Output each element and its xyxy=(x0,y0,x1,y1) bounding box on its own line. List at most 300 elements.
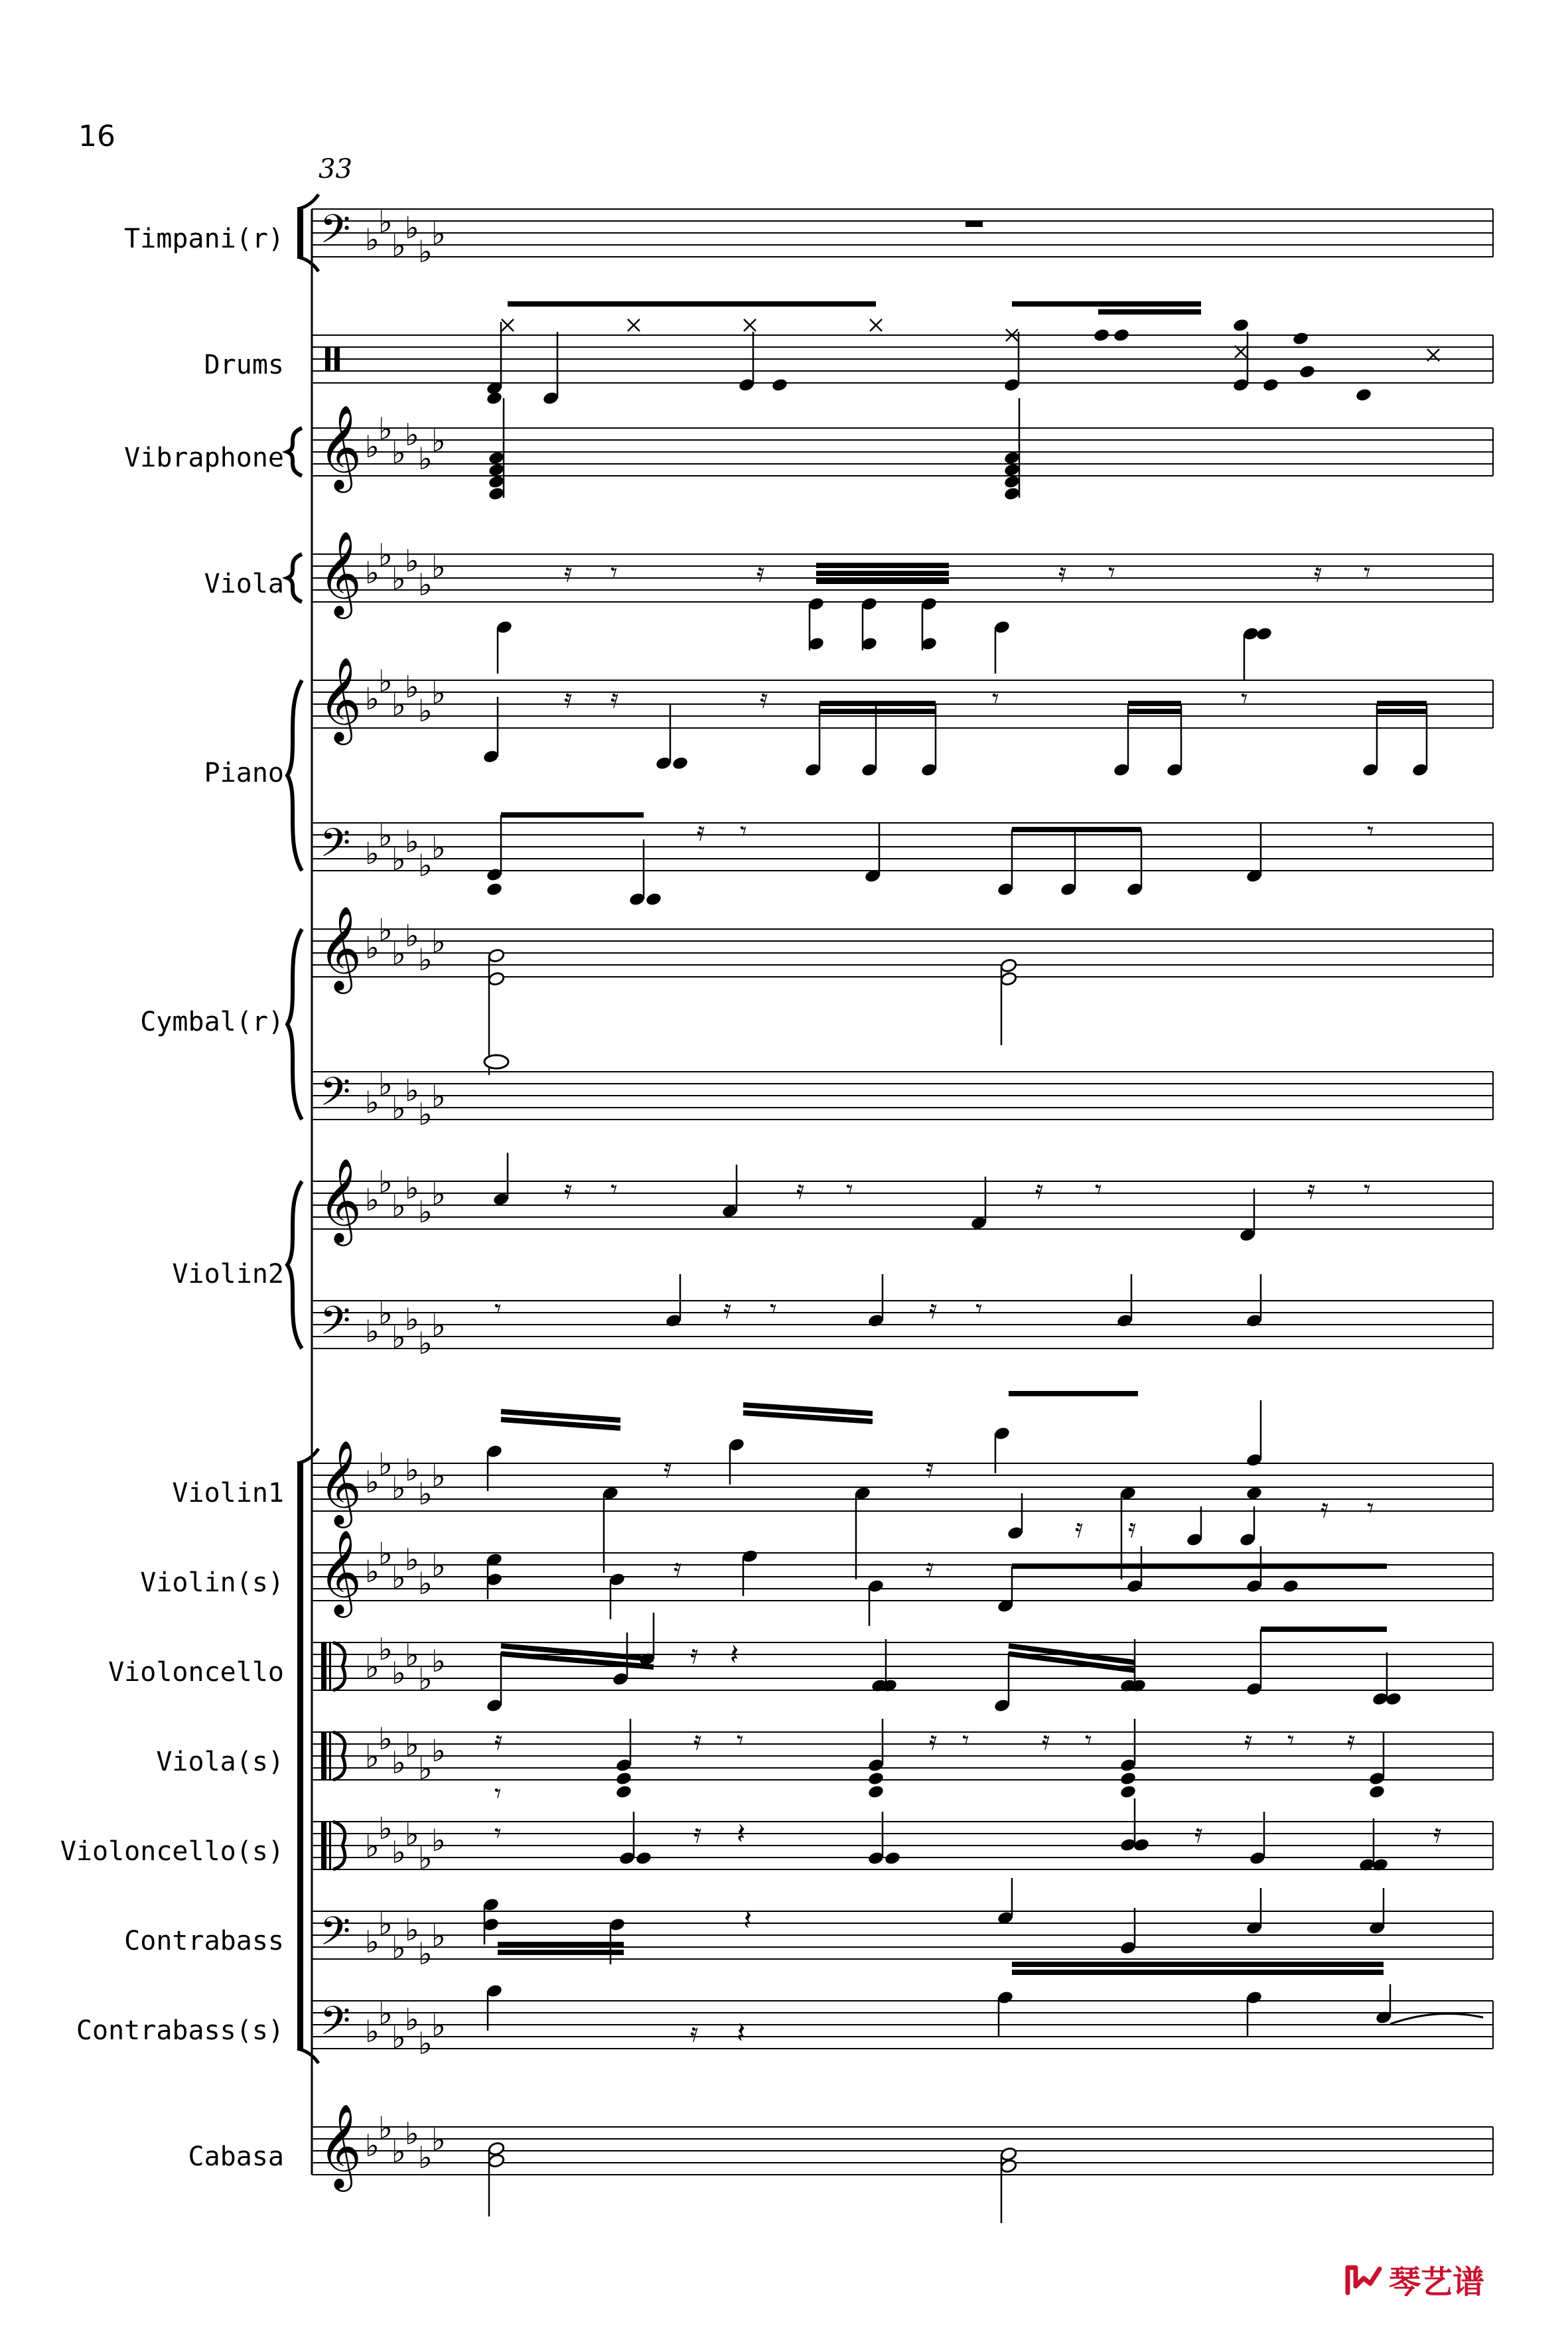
flat-icon: ♭ xyxy=(365,1182,380,1218)
instrument-label-violoncello: Violoncello xyxy=(108,1657,284,1688)
contrabass-staff-1 xyxy=(312,1911,1493,1959)
brace xyxy=(287,428,302,476)
eighth-rest-icon: 𝄾 xyxy=(1364,1175,1371,1205)
sixteenth-rest-icon: 𝄿 xyxy=(1433,1818,1442,1849)
flat-icon: ♭ xyxy=(418,1096,433,1132)
sixteenth-rest-icon: 𝄿 xyxy=(564,1175,573,1205)
quarter-rest-icon: 𝄽 xyxy=(737,1817,746,1851)
note xyxy=(1113,703,1130,777)
note xyxy=(628,839,646,907)
flat-icon: ♭ xyxy=(392,2019,406,2055)
note xyxy=(486,1444,503,1491)
note xyxy=(645,892,662,907)
note xyxy=(771,378,788,393)
eighth-rest-icon: 𝄾 xyxy=(494,1818,502,1849)
note xyxy=(1292,331,1309,346)
flat-icon: ♭ xyxy=(405,824,419,859)
flat-icon: ♭ xyxy=(405,2116,419,2151)
treble-clef-icon: 𝄞 xyxy=(319,1439,362,1524)
flat-icon: ♭ xyxy=(365,1464,380,1500)
flat-icon: ♭ xyxy=(405,1637,419,1673)
note xyxy=(1000,2147,1017,2162)
eighth-rest-icon: 𝄾 xyxy=(494,1294,502,1325)
eighth-rest-icon: 𝄾 xyxy=(962,1725,969,1756)
note xyxy=(486,882,503,897)
flat-icon: ♭ xyxy=(378,1810,393,1846)
flat-icon: ♭ xyxy=(392,228,406,263)
note xyxy=(1246,1486,1263,1501)
key-signature xyxy=(365,537,446,603)
sixteenth-rest-icon: 𝄿 xyxy=(1058,557,1067,588)
flat-icon: ♭ xyxy=(378,818,393,853)
note xyxy=(1119,1908,1137,1955)
flat-icon: ♭ xyxy=(378,1631,393,1667)
flat-icon: ♭ xyxy=(365,429,380,465)
treble-clef-icon: 𝄞 xyxy=(319,656,362,741)
flat-icon: ♭ xyxy=(418,847,433,883)
flat-icon: ♭ xyxy=(418,567,433,603)
key-signature xyxy=(365,411,446,476)
flat-icon: ♭ xyxy=(431,1078,446,1114)
instrument-label-cabasa: Cabasa xyxy=(188,2142,284,2172)
flat-icon: ♭ xyxy=(418,2025,433,2061)
flat-icon: ♭ xyxy=(418,1751,433,1786)
flat-icon: ♭ xyxy=(392,687,406,723)
sixteenth-rest-icon: 𝄿 xyxy=(796,1175,805,1205)
note xyxy=(1255,626,1273,642)
flat-icon: ♭ xyxy=(365,1084,380,1120)
contrabasss-staff-1 xyxy=(312,2001,1493,2049)
quarter-rest-icon: 𝄽 xyxy=(743,1903,752,1937)
note xyxy=(997,1878,1014,1925)
flat-icon: ♭ xyxy=(365,1828,380,1864)
note xyxy=(1232,332,1249,392)
eighth-rest-icon: 𝄾 xyxy=(1364,557,1371,588)
cross-notehead xyxy=(628,319,640,331)
flat-icon: ♭ xyxy=(431,1643,446,1679)
key-signature xyxy=(365,1996,446,2061)
key-signature xyxy=(365,663,446,729)
flat-icon: ♭ xyxy=(392,1834,406,1870)
eighth-rest-icon: 𝄾 xyxy=(770,1294,777,1325)
note xyxy=(867,1719,885,1773)
sixteenth-rest-icon: 𝄿 xyxy=(723,1294,732,1325)
sixteenth-rest-icon: 𝄿 xyxy=(690,2017,699,2048)
flat-icon: ♭ xyxy=(431,1918,446,1954)
flat-icon: ♭ xyxy=(378,663,393,699)
instrument-label-drums: Drums xyxy=(204,350,284,380)
brace xyxy=(287,680,302,871)
flat-icon: ♭ xyxy=(365,1554,380,1589)
note xyxy=(615,1719,632,1773)
note xyxy=(997,1566,1014,1613)
timpani-staff-1 xyxy=(312,209,1493,257)
note xyxy=(997,830,1014,897)
cross-notehead xyxy=(502,319,514,331)
violin2-staff-2 xyxy=(312,1301,1493,1348)
key-signature xyxy=(365,912,446,978)
note xyxy=(488,2153,505,2169)
note xyxy=(496,620,513,674)
flat-icon: ♭ xyxy=(405,1170,419,1206)
instrument-label-violas: Viola(s) xyxy=(156,1747,284,1777)
page-number: 16 xyxy=(78,119,115,153)
flat-icon: ♭ xyxy=(405,2001,419,2037)
flat-icon: ♭ xyxy=(431,830,446,865)
note xyxy=(1299,364,1316,380)
instrument-label-piano: Piano xyxy=(204,758,284,788)
flat-icon: ♭ xyxy=(378,1446,393,1482)
flat-icon: ♭ xyxy=(392,1560,406,1595)
flat-icon: ♭ xyxy=(431,1733,446,1769)
sixteenth-rest-icon: 𝄿 xyxy=(1042,1725,1050,1756)
note xyxy=(1239,1189,1256,1242)
note xyxy=(1119,1784,1137,1800)
sixteenth-rest-icon: 𝄿 xyxy=(697,816,705,847)
key-signature xyxy=(365,1631,446,1697)
violin2-staff-1 xyxy=(312,1181,1493,1229)
note xyxy=(1372,1652,1389,1706)
flat-icon: ♭ xyxy=(431,2122,446,2157)
quarter-rest-icon: 𝄽 xyxy=(737,2016,746,2050)
note xyxy=(1368,1732,1386,1786)
flat-icon: ♭ xyxy=(365,555,380,591)
flat-icon: ♭ xyxy=(431,924,446,960)
sixteenth-rest-icon: 𝄿 xyxy=(760,684,768,714)
treble-clef-icon: 𝄞 xyxy=(319,1529,362,1614)
flat-icon: ♭ xyxy=(378,1721,393,1757)
note xyxy=(993,1426,1011,1473)
note xyxy=(486,391,503,406)
note xyxy=(970,1177,987,1230)
key-signature xyxy=(365,1810,446,1876)
flat-icon: ♭ xyxy=(418,1840,433,1876)
note xyxy=(1411,703,1429,777)
flat-icon: ♭ xyxy=(378,1906,393,1942)
brand-icon xyxy=(1344,2260,1384,2299)
note xyxy=(1119,1771,1137,1786)
flat-icon: ♭ xyxy=(392,841,406,877)
sixteenth-rest-icon: 𝄿 xyxy=(929,1725,938,1756)
key-signature xyxy=(365,818,446,883)
instrument-label-viola: Viola xyxy=(204,569,284,599)
note xyxy=(1246,1629,1263,1696)
note xyxy=(488,463,505,478)
violoncello-staff-1 xyxy=(312,1642,1493,1690)
note xyxy=(608,1917,626,1964)
note xyxy=(1239,1506,1256,1547)
flat-icon: ♭ xyxy=(431,423,446,459)
note xyxy=(672,756,689,771)
flat-icon: ♭ xyxy=(365,1649,380,1685)
whole-note xyxy=(484,1055,508,1068)
note xyxy=(615,1771,632,1786)
flat-icon: ♭ xyxy=(392,435,406,471)
note xyxy=(1060,830,1077,897)
flat-icon: ♭ xyxy=(418,2140,433,2175)
note xyxy=(804,703,821,777)
note xyxy=(1368,1784,1386,1800)
brace xyxy=(287,1181,302,1348)
note xyxy=(738,332,755,392)
eighth-rest-icon: 𝄾 xyxy=(610,1175,618,1205)
sixteenth-rest-icon: 𝄿 xyxy=(1314,557,1322,588)
flat-icon: ♭ xyxy=(418,441,433,476)
note xyxy=(482,697,500,764)
flat-icon: ♭ xyxy=(392,1188,406,1224)
whole-rest-icon xyxy=(965,221,983,227)
flat-icon: ♭ xyxy=(405,1452,419,1488)
note xyxy=(721,1165,739,1218)
key-signature xyxy=(365,1295,446,1361)
flat-icon: ♭ xyxy=(378,1164,393,1200)
note xyxy=(867,1812,885,1865)
key-signature xyxy=(365,1164,446,1230)
flat-icon: ♭ xyxy=(365,836,380,871)
sixteenth-rest-icon: 𝄿 xyxy=(664,1453,672,1484)
cross-notehead xyxy=(870,319,882,331)
flat-icon: ♭ xyxy=(378,1295,393,1331)
sixteenth-rest-icon: 𝄿 xyxy=(1128,1513,1137,1544)
eighth-rest-icon: 𝄾 xyxy=(1367,1493,1374,1524)
note xyxy=(612,1633,629,1686)
sixteenth-rest-icon: 𝄿 xyxy=(693,1818,702,1849)
instrument-label-contrabass: Contrabass xyxy=(124,1926,284,1956)
violin1-staff-1 xyxy=(312,1463,1493,1511)
sixteenth-rest-icon: 𝄿 xyxy=(564,557,573,588)
sixteenth-rest-icon: 𝄿 xyxy=(690,1639,699,1670)
eighth-rest-icon: 𝄾 xyxy=(846,1175,853,1205)
flat-icon: ♭ xyxy=(418,1936,433,1972)
flat-icon: ♭ xyxy=(378,912,393,948)
flat-icon: ♭ xyxy=(365,1313,380,1349)
note xyxy=(488,972,505,987)
note xyxy=(486,1652,503,1713)
flat-icon: ♭ xyxy=(405,417,419,453)
note xyxy=(488,474,505,490)
bass-clef-icon: 𝄢 xyxy=(320,206,351,261)
flat-icon: ♭ xyxy=(365,222,380,257)
note xyxy=(1186,1506,1203,1547)
note xyxy=(1000,2159,1017,2174)
tie xyxy=(1390,2013,1483,2024)
key-signature xyxy=(365,204,446,269)
flat-icon: ♭ xyxy=(431,549,446,585)
flat-icon: ♭ xyxy=(392,1745,406,1781)
note xyxy=(864,823,881,883)
sixteenth-rest-icon: 𝄿 xyxy=(1347,1725,1356,1756)
flat-icon: ♭ xyxy=(418,1565,433,1601)
flat-icon: ♭ xyxy=(405,1072,419,1108)
note xyxy=(1126,830,1143,897)
note xyxy=(1003,451,1021,466)
eighth-rest-icon: 𝄾 xyxy=(1085,1725,1092,1756)
flat-icon: ♭ xyxy=(392,1655,406,1691)
note xyxy=(655,703,672,770)
sixteenth-rest-icon: 𝄿 xyxy=(1194,1818,1203,1849)
flat-icon: ♭ xyxy=(378,204,393,240)
instrument-label-violins: Violin(s) xyxy=(140,1567,284,1598)
note xyxy=(1119,1798,1137,1852)
treble-clef-icon: 𝄞 xyxy=(319,404,362,489)
note xyxy=(1375,1984,1392,2025)
key-signature xyxy=(365,1066,446,1132)
flat-icon: ♭ xyxy=(378,1066,393,1102)
instrument-label-vibraphone: Vibraphone xyxy=(124,443,284,473)
note xyxy=(920,703,938,777)
instrument-label-violin1: Violin1 xyxy=(172,1478,284,1508)
flat-icon: ♭ xyxy=(405,1912,419,1948)
brand-name: 琴艺谱 xyxy=(1389,2264,1485,2301)
key-signature xyxy=(365,2110,446,2175)
flat-icon: ♭ xyxy=(431,1307,446,1343)
note xyxy=(488,486,505,502)
brace xyxy=(287,929,302,1120)
note xyxy=(1246,1400,1263,1467)
note xyxy=(608,1572,626,1619)
flat-icon: ♭ xyxy=(392,936,406,972)
eighth-rest-icon: 𝄾 xyxy=(737,1725,744,1756)
flat-icon: ♭ xyxy=(431,1822,446,1858)
eighth-rest-icon: 𝄾 xyxy=(992,684,999,714)
note xyxy=(1093,328,1110,343)
note xyxy=(542,332,559,405)
note xyxy=(1119,1719,1137,1773)
vibraphone-staff-1 xyxy=(312,428,1493,476)
flat-icon: ♭ xyxy=(378,537,393,573)
flat-icon: ♭ xyxy=(365,1924,380,1960)
bass-clef-icon: 𝄢 xyxy=(320,1297,351,1353)
note xyxy=(488,2142,505,2157)
key-signature xyxy=(365,1446,446,1512)
key-signature xyxy=(365,1536,446,1601)
eighth-rest-icon: 𝄾 xyxy=(1095,1175,1102,1205)
flat-icon: ♭ xyxy=(392,1470,406,1506)
treble-clef-icon: 𝄞 xyxy=(319,2103,362,2188)
sixteenth-rest-icon: 𝄿 xyxy=(610,684,619,714)
note xyxy=(1113,328,1130,343)
flat-icon: ♭ xyxy=(431,675,446,711)
note xyxy=(728,1437,745,1485)
eighth-rest-icon: 𝄾 xyxy=(1287,1725,1295,1756)
note xyxy=(1003,474,1021,490)
note xyxy=(1003,463,1021,478)
flat-icon: ♭ xyxy=(405,1301,419,1337)
flat-icon: ♭ xyxy=(431,1548,446,1583)
flat-icon: ♭ xyxy=(378,411,393,447)
note xyxy=(867,1579,885,1626)
flat-icon: ♭ xyxy=(378,2110,393,2146)
sixteenth-rest-icon: 𝄿 xyxy=(756,557,765,588)
sixteenth-rest-icon: 𝄿 xyxy=(1075,1513,1084,1544)
sixteenth-rest-icon: 𝄿 xyxy=(494,1725,503,1756)
note xyxy=(1249,1812,1266,1865)
flat-icon: ♭ xyxy=(405,918,419,954)
flat-icon: ♭ xyxy=(405,1542,419,1577)
note xyxy=(486,815,503,882)
key-signature xyxy=(365,1721,446,1786)
flat-icon: ♭ xyxy=(431,1458,446,1494)
note xyxy=(488,948,505,964)
note xyxy=(1242,626,1259,680)
flat-icon: ♭ xyxy=(418,234,433,269)
note xyxy=(1362,703,1379,777)
treble-clef-icon: 𝄞 xyxy=(319,530,362,615)
note xyxy=(993,1652,1011,1713)
key-signature xyxy=(365,1906,446,1972)
flat-icon: ♭ xyxy=(405,1816,419,1852)
flat-icon: ♭ xyxy=(418,1325,433,1361)
flat-icon: ♭ xyxy=(405,210,419,246)
flat-icon: ♭ xyxy=(431,2007,446,2043)
flat-icon: ♭ xyxy=(418,1194,433,1230)
note xyxy=(618,1812,636,1865)
sixteenth-rest-icon: 𝄿 xyxy=(926,1553,934,1583)
instrument-label-timpani: Timpani(r) xyxy=(124,224,284,254)
violas-staff-1 xyxy=(312,1732,1493,1780)
treble-clef-icon: 𝄞 xyxy=(319,1157,362,1242)
cymbal-staff-2 xyxy=(312,1072,1493,1120)
treble-clef-icon: 𝄞 xyxy=(319,905,362,990)
eighth-rest-icon: 𝄾 xyxy=(610,557,618,588)
brand-logo xyxy=(1344,2256,1484,2302)
bass-clef-icon: 𝄢 xyxy=(320,1998,351,2053)
note xyxy=(997,1990,1014,2037)
sixteenth-rest-icon: 𝄿 xyxy=(693,1725,702,1756)
note xyxy=(1246,1990,1263,2037)
flat-icon: ♭ xyxy=(418,942,433,978)
flat-icon: ♭ xyxy=(365,930,380,966)
note xyxy=(1282,1579,1299,1594)
cross-notehead xyxy=(744,319,756,331)
sixteenth-rest-icon: 𝄿 xyxy=(926,1453,934,1484)
quarter-rest-icon: 𝄽 xyxy=(730,1638,739,1672)
flat-icon: ♭ xyxy=(365,2013,380,2049)
note xyxy=(488,451,505,466)
flat-icon: ♭ xyxy=(418,693,433,729)
flat-icon: ♭ xyxy=(365,1739,380,1775)
instrument-label-violoncellos: Violoncello(s) xyxy=(60,1836,284,1867)
flat-icon: ♭ xyxy=(392,1090,406,1126)
note xyxy=(1262,378,1279,393)
flat-icon: ♭ xyxy=(418,1661,433,1697)
sixteenth-rest-icon: 𝄿 xyxy=(1035,1175,1044,1205)
bass-clef-icon: 𝄢 xyxy=(320,1068,351,1124)
flat-icon: ♭ xyxy=(392,2134,406,2169)
violoncellos-staff-1 xyxy=(312,1822,1493,1869)
note xyxy=(1000,958,1017,974)
note xyxy=(1232,318,1249,333)
note xyxy=(1355,388,1372,403)
note xyxy=(867,1784,885,1800)
note xyxy=(492,1153,510,1206)
instrument-label-cymbal: Cymbal(r) xyxy=(140,1007,284,1037)
sixteenth-rest-icon: 𝄿 xyxy=(929,1294,938,1325)
brace xyxy=(287,554,302,602)
flat-icon: ♭ xyxy=(365,2128,380,2163)
note xyxy=(861,703,878,777)
flat-icon: ♭ xyxy=(418,1476,433,1512)
instrument-label-violin2: Violin2 xyxy=(172,1259,284,1289)
sixteenth-rest-icon: 𝄿 xyxy=(1307,1175,1316,1205)
sixteenth-rest-icon: 𝄿 xyxy=(674,1553,682,1583)
note xyxy=(1246,823,1263,883)
flat-icon: ♭ xyxy=(392,1319,406,1355)
eighth-rest-icon: 𝄾 xyxy=(975,1294,983,1325)
flat-icon: ♭ xyxy=(405,543,419,579)
piano-staff-2 xyxy=(312,823,1493,871)
flat-icon: ♭ xyxy=(405,1727,419,1763)
